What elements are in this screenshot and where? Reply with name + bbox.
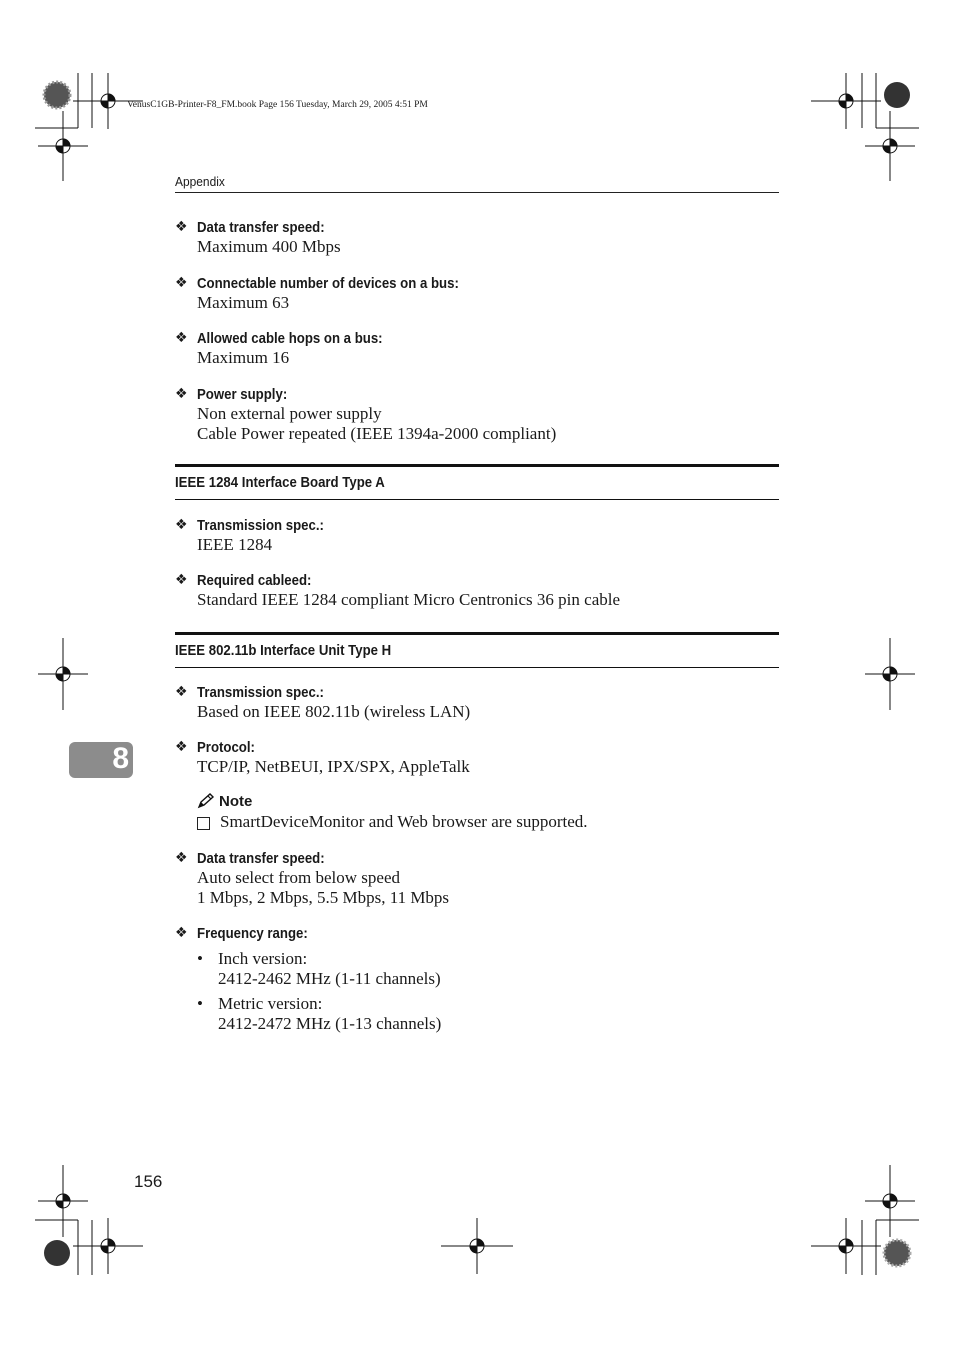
spec-title: Transmission spec.: [197, 516, 324, 534]
spec-title: Connectable number of devices on a bus: [197, 274, 459, 292]
spec-title: Required cableed: [197, 571, 312, 589]
spec-value: Cable Power repeated (IEEE 1394a-2000 compliant) [197, 424, 557, 443]
spec-title: Transmission spec.: [197, 683, 324, 701]
bullet-label: Inch version: [218, 949, 308, 968]
header-rule [175, 192, 779, 193]
section-heading-ieee1284 [175, 464, 779, 500]
spec-item [175, 923, 779, 943]
bullet-value: 2412-2462 MHz (1-11 channels) [218, 969, 441, 988]
bullet-value: 2412-2472 MHz (1-13 channels) [218, 1014, 442, 1033]
spec-value: Standard IEEE 1284 compliant Micro Centronics 36 pin cable [197, 590, 621, 609]
spec-item [175, 384, 779, 444]
color-bar-marks [44, 82, 910, 1266]
list-item [197, 949, 441, 989]
diamond-bullet-icon: ❖ [175, 330, 188, 346]
spec-item [175, 273, 779, 313]
spec-value: Based on IEEE 802.11b (wireless LAN) [197, 702, 471, 721]
spec-item [175, 737, 779, 777]
spec-title: Frequency range: [197, 924, 308, 942]
running-head: Appendix [175, 174, 225, 189]
diamond-bullet-icon: ❖ [175, 739, 188, 755]
spec-title: Protocol: [197, 738, 255, 756]
spec-title: Data transfer speed: [197, 849, 325, 867]
diamond-bullet-icon: ❖ [175, 572, 188, 588]
spec-item [175, 515, 779, 555]
spec-value: 1 Mbps, 2 Mbps, 5.5 Mbps, 11 Mbps [197, 888, 450, 907]
spec-title: Allowed cable hops on a bus: [197, 329, 383, 347]
note-title: Note [219, 792, 253, 810]
chapter-number: 8 [112, 742, 129, 775]
bullet-dot-icon: • [197, 949, 203, 968]
checkbox-icon [197, 817, 210, 830]
note-block [197, 790, 588, 832]
spec-title: Data transfer speed: [197, 218, 325, 236]
chapter-tab [69, 742, 133, 778]
spec-value: Non external power supply [197, 404, 382, 423]
pencil-icon [197, 793, 215, 809]
spec-item [175, 682, 779, 722]
note-text: SmartDeviceMonitor and Web browser are supported. [220, 812, 588, 831]
section-heading-ieee80211b [175, 632, 779, 668]
spec-item [175, 848, 779, 908]
file-header: VenusC1GB-Printer-F8_FM.book Page 156 Tuesday, March 29, 2005 4:51 PM [127, 100, 428, 110]
spec-value: Maximum 63 [197, 293, 290, 312]
bullet-dot-icon: • [197, 994, 203, 1013]
diamond-bullet-icon: ❖ [175, 219, 188, 235]
spec-title: Power supply: [197, 385, 288, 403]
spec-value: Maximum 16 [197, 348, 290, 367]
spec-value: Maximum 400 Mbps [197, 237, 341, 256]
diamond-bullet-icon: ❖ [175, 517, 188, 533]
spec-value: Auto select from below speed [197, 868, 400, 887]
diamond-bullet-icon: ❖ [175, 684, 188, 700]
list-item [197, 994, 441, 1034]
spec-value: IEEE 1284 [197, 535, 273, 554]
section-title: IEEE 1284 Interface Board Type A [175, 474, 385, 491]
section-title: IEEE 802.11b Interface Unit Type H [175, 642, 392, 659]
page-number: 156 [134, 1172, 163, 1191]
spec-item [175, 217, 779, 257]
diamond-bullet-icon: ❖ [175, 850, 188, 866]
spec-item [175, 328, 779, 368]
spec-item [175, 570, 779, 610]
diamond-bullet-icon: ❖ [175, 925, 188, 941]
diamond-bullet-icon: ❖ [175, 275, 188, 291]
spec-value: TCP/IP, NetBEUI, IPX/SPX, AppleTalk [197, 757, 470, 776]
bullet-label: Metric version: [218, 994, 323, 1013]
diamond-bullet-icon: ❖ [175, 386, 188, 402]
